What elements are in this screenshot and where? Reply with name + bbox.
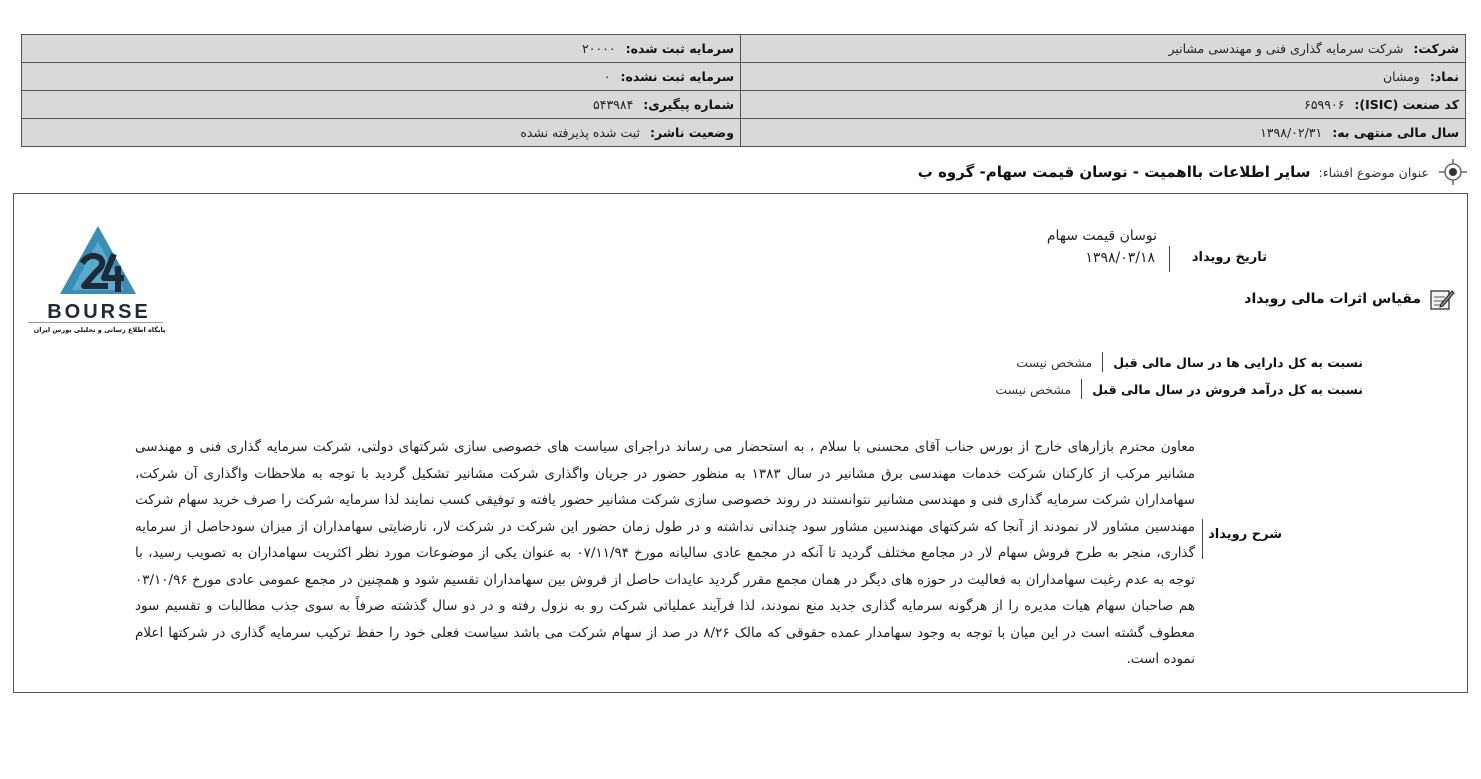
target-bullet-icon (1437, 158, 1469, 186)
fiscal-year-cell (741, 119, 1466, 147)
fiscal-year-value: ۱۳۹۸/۰۲/۳۱ (1260, 125, 1323, 140)
tracking-no-value: ۵۴۳۹۸۴ (593, 97, 634, 112)
event-date: ۱۳۹۸/۰۳/۱۸ (1085, 250, 1155, 266)
publisher-status-label: وضعیت ناشر: (649, 125, 734, 140)
tracking-no-cell (22, 91, 741, 119)
fiscal-year-label: سال مالی منتهی به: (1332, 125, 1459, 140)
company-label: شرکت: (1413, 41, 1459, 56)
ratio-assets-row (1016, 352, 1363, 372)
financial-impact-heading (1244, 287, 1455, 311)
description-label: شرح رویداد (1208, 527, 1282, 542)
registered-capital-value: ۲۰۰۰۰ (582, 41, 616, 56)
info-row (22, 119, 1466, 147)
symbol-value: ومشان (1382, 69, 1420, 84)
description-divider (1202, 519, 1203, 559)
registered-capital-cell (22, 35, 741, 63)
isic-label: کد صنعت (ISIC): (1354, 97, 1459, 112)
event-info (967, 226, 1267, 274)
ratio-label: نسبت به کل دارایی ها در سال مالی قبل (1113, 354, 1363, 370)
info-row (22, 63, 1466, 91)
publisher-status-value: ثبت شده پذیرفته نشده (520, 125, 640, 140)
event-divider (1169, 246, 1170, 272)
event-panel (13, 193, 1468, 693)
ratio-value: مشخص نیست (995, 381, 1072, 397)
isic-cell (741, 91, 1466, 119)
symbol-cell (741, 63, 1466, 91)
subject-title: سایر اطلاعات بااهمیت - نوسان قیمت سهام- گروه ب (917, 163, 1311, 181)
ratio-divider (1081, 379, 1082, 399)
unregistered-capital-value: ۰ (603, 69, 611, 84)
symbol-label: نماد: (1429, 69, 1459, 84)
event-date-label: تاریخ رویداد (1191, 250, 1267, 265)
company-info-table (21, 34, 1466, 147)
subject-label: عنوان موضوع افشاء: (1318, 164, 1429, 180)
ratio-divider (1102, 352, 1103, 372)
logo-divider (28, 322, 163, 323)
disclosure-subject (918, 158, 1469, 186)
bourse-wordmark: BOURSE (47, 301, 151, 323)
company-cell (741, 35, 1466, 63)
event-title: نوسان قیمت سهام (1046, 228, 1157, 244)
event-description: معاون محترم بازارهای خارج از بورس جناب آقای محسنی با سلام ، به استحضار می رساند دراجرای سیاست های خصوصی سازی شرکتهای دولتی، شرکت سرمایه گذاری فنی و مهندسی مشانیر مرکب از کارکنان شرکت خدمات مهندسی برق مشانیر در سال ۱۳۸۳ به منظور حضور در جریان واگذاری شرکت مشانیر تشکیل گردید با توجه به ملاحظات واگذاری آن شرکت، سهامداران شرکت سرمایه گذاری فنی و مهندسی مشانیر نتوانستند در روند خصوصی سازی شرکت مشانیر حضور یافته و توفیقی کسب نمایند لذا سرمایه شرکت را صرف خرید سهام شرکت مهندسین مشاور لار نمودند از آنجا که شرکتهای مهندسین مشاور سود چندانی نداشته و در طول زمان حضور این شرکت در شرکت لار، نارضایتی سهامداران از میزان سودحاصل از سرمایه گذاری، منجر به طرح فروش سهام لار در مجامع مختلف گردید تا آنکه در مجمع عادی سالیانه مورخ ۰۷/۱۱/۹۴ به عنوان یکی از موضوعات مورد نظر اکثریت سهامداران به تصویب رسید، با توجه به عدم رغبت سهامداران به فعالیت در حوزه های دیگر در همان مجمع مقرر گردید عایدات حاصل از فروش بین سهامداران تقسیم شود و همچنین در مجمع عمومی عادی مورخ ۰۳/۱۰/۹۶ هم صاحبان سهام هیات مدیره را از هرگونه سرمایه گذاری جدید منع نمودند، لذا فرآیند عملیاتی شرکت رو به نزول رفته و در دو سال گذشته صرفاً به سوی جذب مطالبات و تقسیم سود معطوف گشته است در این میان با توجه به وجود سهامدار عمده حقوقی که مالک ۸/۲۶ در صد از سهام شرکت می باشد سیاست فعلی خود را حفظ ترکیب سرمایه گذاری در شرکتها اعلام نموده است. (135, 439, 1195, 667)
financial-impact-title: مقیاس اثرات مالی رویداد (1244, 291, 1421, 307)
bourse-logo (32, 208, 167, 334)
notepad-edit-icon (1429, 287, 1455, 311)
unregistered-capital-cell (22, 63, 741, 91)
isic-value: ۶۵۹۹۰۶ (1304, 97, 1345, 112)
info-row (22, 35, 1466, 63)
ratio-revenue-row (995, 379, 1363, 399)
publisher-status-cell (22, 119, 741, 147)
tracking-no-label: شماره پیگیری: (643, 97, 734, 112)
bourse-logo-mark (32, 208, 167, 326)
ratio-value: مشخص نیست (1016, 354, 1093, 370)
company-value: شرکت سرمایه گذاری فنی و مهندسی مشانیر (1168, 41, 1404, 56)
unregistered-capital-label: سرمایه ثبت نشده: (620, 69, 734, 84)
ratio-label: نسبت به کل درآمد فروش در سال مالی قبل (1092, 381, 1363, 397)
registered-capital-label: سرمایه ثبت شده: (625, 41, 734, 56)
info-row (22, 91, 1466, 119)
logo-caption: پایگاه اطلاع رسانی و تحلیلی بورس ایران (33, 326, 166, 334)
